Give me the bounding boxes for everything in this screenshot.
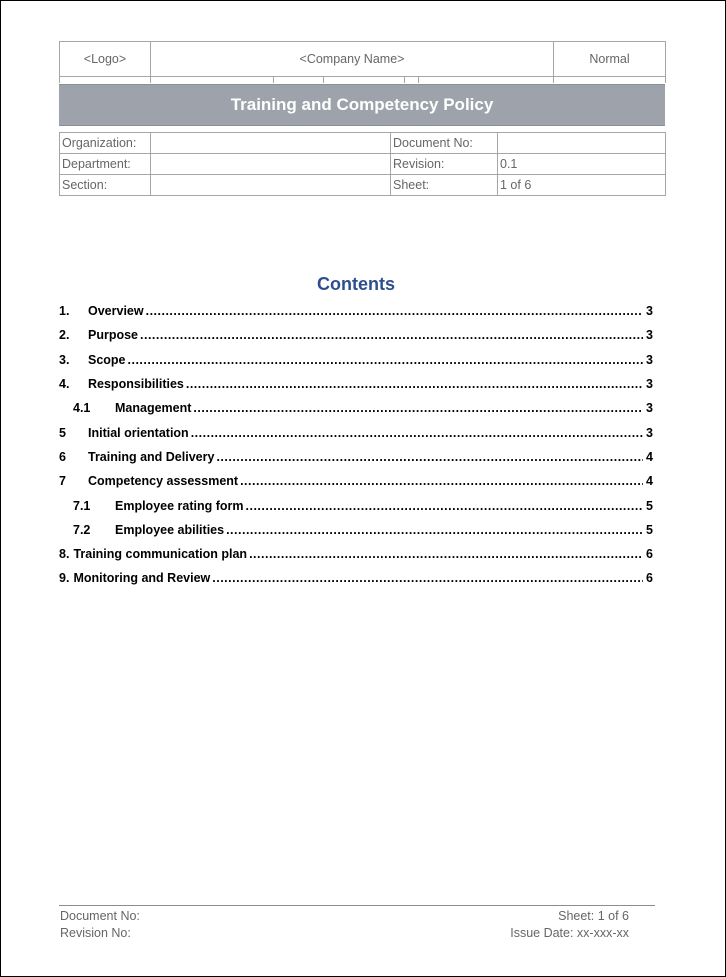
sheet-value: 1 of 6 (498, 175, 666, 196)
toc-entry[interactable] (59, 445, 653, 469)
toc-entry-label: Training communication plan (73, 547, 248, 562)
toc-entry-page: 3 (646, 352, 653, 367)
classification-label: Normal (554, 42, 666, 77)
toc-dot-leader (193, 401, 643, 415)
toc-entry[interactable] (59, 348, 653, 372)
toc-entry-page: 4 (646, 474, 653, 489)
toc-entry-number: 2. (59, 328, 70, 343)
toc-subentry[interactable] (59, 493, 653, 517)
toc-entry-label: Employee abilities (115, 522, 225, 537)
footer-right (510, 908, 629, 942)
toc-entry-page: 3 (646, 425, 653, 440)
footer-issue-date: Issue Date: xx-xxx-xx (510, 926, 629, 940)
department-value (151, 154, 391, 175)
company-name: <Company Name> (151, 42, 554, 77)
toc-entry-number: 5 (59, 425, 66, 440)
logo-placeholder: <Logo> (60, 42, 151, 77)
footer-sheet: Sheet: 1 of 6 (558, 909, 629, 923)
toc-entry-page: 3 (646, 304, 653, 319)
toc-dot-leader (249, 547, 643, 561)
organization-value (151, 133, 391, 154)
toc-entry-number: 6 (59, 449, 66, 464)
toc-entry-label: Monitoring and Review (73, 571, 211, 586)
toc-dot-leader (240, 474, 643, 488)
document-meta-table (59, 132, 666, 196)
toc-subentry[interactable] (59, 396, 653, 420)
document-no-value (498, 133, 666, 154)
toc-subentry[interactable] (59, 518, 653, 542)
toc-entry-number: 7 (59, 474, 66, 489)
sheet-label: Sheet: (391, 175, 498, 196)
toc-entry-label: Training and Delivery (88, 449, 215, 464)
contents-heading: Contents (317, 274, 395, 294)
footer-document-no: Document No: (60, 909, 140, 923)
footer-revision-no: Revision No: (60, 926, 131, 940)
toc-entry-label: Employee rating form (115, 498, 244, 513)
toc-entry-label: Purpose (88, 328, 139, 343)
toc-entry-number: 4. (59, 377, 70, 392)
toc-entry-label: Competency assessment (88, 474, 239, 489)
document-title: Training and Competency Policy (59, 84, 665, 126)
toc-entry-page: 3 (646, 401, 653, 416)
toc-entry[interactable] (59, 420, 653, 444)
revision-value: 0.1 (498, 154, 666, 175)
document-no-label: Document No: (391, 133, 498, 154)
toc-entry-number: 7.2 (73, 522, 91, 537)
toc-entry[interactable] (59, 372, 653, 396)
toc-dot-leader (140, 328, 643, 342)
toc-entry-page: 3 (646, 328, 653, 343)
toc-entry-page: 5 (646, 498, 653, 513)
toc-entry-label: Scope (88, 352, 126, 367)
toc-entry-number: 7.1 (73, 498, 91, 513)
toc-dot-leader (226, 523, 643, 537)
section-value (151, 175, 391, 196)
toc-dot-leader (128, 353, 643, 367)
toc-entry-label: Overview (88, 304, 144, 319)
toc-dot-leader (146, 304, 643, 318)
toc-entry[interactable] (59, 299, 653, 323)
toc-entry-number: 3. (59, 352, 70, 367)
header-table (59, 41, 666, 83)
toc-entry-page: 3 (646, 377, 653, 392)
toc-entry[interactable] (59, 566, 653, 590)
toc-entry-number: 1. (59, 304, 70, 319)
toc-entry-page: 6 (646, 571, 653, 586)
toc-entry-page: 4 (646, 449, 653, 464)
header-divider-ticks (60, 77, 665, 83)
footer-divider (59, 905, 655, 906)
toc-entry-label: Responsibilities (88, 377, 184, 392)
toc-entry[interactable] (59, 323, 653, 347)
toc-dot-leader (212, 571, 643, 585)
section-label: Section: (60, 175, 151, 196)
toc-entry-page: 5 (646, 522, 653, 537)
revision-label: Revision: (391, 154, 498, 175)
toc-entry[interactable] (59, 542, 653, 566)
toc-dot-leader (186, 377, 643, 391)
toc-entry-label: Management (115, 401, 192, 416)
toc-entry[interactable] (59, 469, 653, 493)
toc-dot-leader (216, 450, 643, 464)
toc-entry-number: 4.1 (73, 401, 91, 416)
toc-entry-page: 6 (646, 547, 653, 562)
toc-dot-leader (191, 426, 643, 440)
department-label: Department: (60, 154, 151, 175)
toc-entry-number: 9. (59, 571, 70, 586)
toc-dot-leader (246, 499, 644, 513)
table-of-contents (59, 299, 653, 591)
toc-entry-number: 8. (59, 547, 70, 562)
organization-label: Organization: (60, 133, 151, 154)
toc-entry-label: Initial orientation (88, 425, 189, 440)
footer-left (60, 908, 140, 942)
